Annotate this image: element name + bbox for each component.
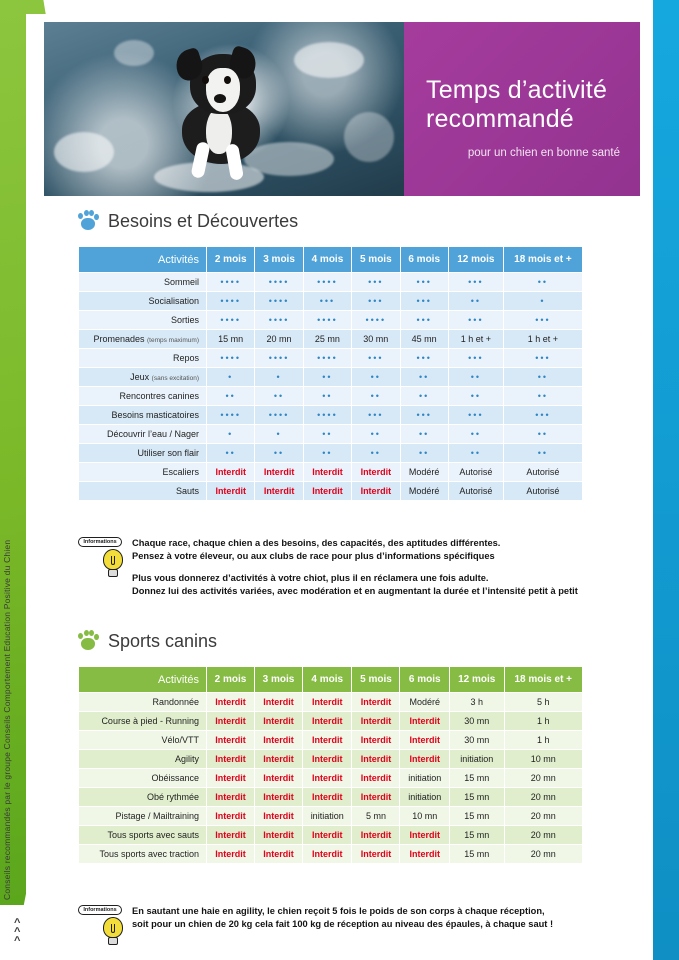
column-header-age: 5 mois	[352, 247, 400, 273]
row-label: Randonnée	[79, 693, 207, 712]
table-cell: Interdit	[255, 482, 303, 501]
table-cell: 1 h et +	[503, 330, 582, 349]
info-note-sports	[78, 905, 598, 932]
table-cell: ••	[207, 387, 255, 406]
table-cell: 20 mn	[504, 826, 582, 845]
table-cell: Interdit	[302, 731, 352, 750]
column-header-age: 3 mois	[255, 247, 303, 273]
table-row	[79, 826, 583, 845]
table-cell: •	[207, 425, 255, 444]
table-cell: ••	[503, 444, 582, 463]
header-title-line1: Temps d’activité	[426, 75, 608, 104]
column-header-age: 12 mois	[450, 667, 505, 693]
table-cell: Autorisé	[448, 482, 503, 501]
table-row	[79, 750, 583, 769]
table-cell: Interdit	[254, 769, 302, 788]
header	[44, 22, 640, 196]
table-cell: Interdit	[352, 826, 400, 845]
table-cell: Interdit	[254, 845, 302, 864]
paw-icon	[78, 630, 98, 652]
blue-decoration-bar	[653, 0, 679, 960]
table-cell: Interdit	[352, 482, 400, 501]
table-cell: ••	[448, 425, 503, 444]
table-cell: 3 h	[450, 693, 505, 712]
table-row	[79, 712, 583, 731]
table-cell: ••••	[255, 311, 303, 330]
row-label: Agility	[79, 750, 207, 769]
table-row	[79, 693, 583, 712]
table-cell: ••••	[303, 406, 351, 425]
column-header-age: 4 mois	[303, 247, 351, 273]
table-cell: Interdit	[352, 712, 400, 731]
table-cell: ••••	[207, 273, 255, 292]
table-cell: ••	[400, 444, 448, 463]
table-cell: •••	[448, 406, 503, 425]
table-row	[79, 444, 583, 463]
table-cell: 10 mn	[400, 807, 450, 826]
table-sports-body	[79, 693, 583, 864]
table-cell: Interdit	[352, 693, 400, 712]
row-label: Pistage / Mailtraining	[79, 807, 207, 826]
table-cell: 1 h	[504, 712, 582, 731]
table-cell: Interdit	[207, 769, 255, 788]
row-label: Sommeil	[79, 273, 207, 292]
header-title-panel	[404, 22, 640, 196]
table-cell: •••	[448, 349, 503, 368]
table-cell: 10 mn	[504, 750, 582, 769]
table-row	[79, 425, 583, 444]
row-label: Repos	[79, 349, 207, 368]
section-title: Sports canins	[108, 630, 218, 651]
column-header-age: 18 mois et +	[504, 667, 582, 693]
table-cell: ••	[400, 387, 448, 406]
table-cell: ••	[303, 387, 351, 406]
table-cell: 30 mn	[352, 330, 400, 349]
table-cell: ••	[352, 387, 400, 406]
table-cell: Interdit	[207, 482, 255, 501]
table-cell: Interdit	[352, 788, 400, 807]
row-label: Escaliers	[79, 463, 207, 482]
table-cell: •••	[400, 406, 448, 425]
table-cell: Interdit	[207, 826, 255, 845]
table-cell: Interdit	[302, 693, 352, 712]
table-cell: ••••	[352, 311, 400, 330]
table-cell: Interdit	[302, 712, 352, 731]
table-cell: 20 mn	[504, 807, 582, 826]
table-sports	[78, 666, 583, 864]
table-cell: Interdit	[255, 463, 303, 482]
table-cell: Modéré	[400, 482, 448, 501]
table-cell: initiation	[400, 788, 450, 807]
table-cell: ••••	[255, 292, 303, 311]
table-cell: ••••	[255, 273, 303, 292]
table-cell: ••••	[303, 273, 351, 292]
table-cell: 15 mn	[450, 788, 505, 807]
row-label: Jeux (sans excitation)	[79, 368, 207, 387]
table-row	[79, 273, 583, 292]
row-label: Besoins masticatoires	[79, 406, 207, 425]
table-cell: Interdit	[254, 807, 302, 826]
table-cell: Interdit	[400, 750, 450, 769]
table-cell: Autorisé	[503, 482, 582, 501]
table-cell: ••	[448, 444, 503, 463]
table-cell: ••	[303, 368, 351, 387]
table-cell: Interdit	[303, 482, 351, 501]
table-cell: •••	[352, 406, 400, 425]
table-cell: 20 mn	[504, 845, 582, 864]
table-cell: ••••	[255, 406, 303, 425]
table-row	[79, 311, 583, 330]
table-cell: 1 h et +	[448, 330, 503, 349]
table-cell: Interdit	[352, 750, 400, 769]
table-cell: •••	[400, 273, 448, 292]
table-row	[79, 387, 583, 406]
table-cell: ••	[503, 368, 582, 387]
table-cell: •••	[352, 292, 400, 311]
header-photo	[44, 22, 404, 196]
info-note-text	[132, 537, 578, 599]
row-label: Tous sports avec traction	[79, 845, 207, 864]
info-paragraph: Chaque race, chaque chien a des besoins, des capacités, des aptitudes différentes. Pensez à votre éleveur, ou aux clubs de race pour plus d’informations spécifiques	[132, 538, 501, 562]
table-cell: 25 mn	[303, 330, 351, 349]
row-label: Découvrir l’eau / Nager	[79, 425, 207, 444]
column-header-activities: Activités	[79, 247, 207, 273]
table-cell: ••	[448, 368, 503, 387]
info-note-besoins	[78, 537, 598, 599]
table-row	[79, 807, 583, 826]
chevron-up-icon: ^ ^ ^	[14, 917, 21, 947]
table-cell: Interdit	[207, 807, 255, 826]
table-row	[79, 330, 583, 349]
column-header-age: 5 mois	[352, 667, 400, 693]
table-cell: ••••	[303, 349, 351, 368]
info-paragraph: En sautant une haie en agility, le chien reçoit 5 fois le poids de son corps à chaque réception, soit pour un chien de 20 kg cela fait 100 kg de réception au niveau des épaules, à chaque saut !	[132, 906, 554, 930]
table-cell: ••••	[303, 311, 351, 330]
table-cell: Interdit	[400, 712, 450, 731]
table-row	[79, 349, 583, 368]
row-label: Tous sports avec sauts	[79, 826, 207, 845]
table-cell: ••	[352, 368, 400, 387]
table-cell: 30 mn	[450, 731, 505, 750]
header-title-line2: recommandé	[426, 105, 574, 133]
row-label: Rencontres canines	[79, 387, 207, 406]
row-label: Sauts	[79, 482, 207, 501]
table-cell: Interdit	[302, 845, 352, 864]
table-cell: 15 mn	[450, 845, 505, 864]
table-cell: Interdit	[400, 731, 450, 750]
section-title: Besoins et Découvertes	[108, 210, 299, 231]
table-cell: ••	[448, 387, 503, 406]
table-cell: ••	[503, 273, 582, 292]
table-cell: •••	[400, 349, 448, 368]
table-besoins	[78, 246, 583, 501]
table-cell: Interdit	[352, 769, 400, 788]
table-cell: •	[255, 425, 303, 444]
info-badge-label: Informations	[78, 537, 122, 547]
table-cell: •••	[352, 273, 400, 292]
table-cell: Interdit	[254, 750, 302, 769]
side-credit-text: Conseils recommandés par le groupe Conseils Comportement Education Positive du Chien	[2, 539, 12, 900]
table-cell: Interdit	[207, 463, 255, 482]
table-cell: 20 mn	[504, 769, 582, 788]
table-row	[79, 769, 583, 788]
column-header-age: 4 mois	[302, 667, 352, 693]
column-header-age: 6 mois	[400, 667, 450, 693]
table-row	[79, 845, 583, 864]
table-cell: Interdit	[352, 845, 400, 864]
table-row	[79, 731, 583, 750]
table-cell: ••	[255, 444, 303, 463]
table-cell: ••	[352, 444, 400, 463]
section-heading-besoins	[78, 210, 298, 232]
column-header-age: 18 mois et +	[503, 247, 582, 273]
row-label: Utiliser son flair	[79, 444, 207, 463]
row-label: Socialisation	[79, 292, 207, 311]
column-header-age: 3 mois	[254, 667, 302, 693]
table-cell: •••	[400, 311, 448, 330]
table-cell: •••	[448, 273, 503, 292]
table-cell: Interdit	[352, 463, 400, 482]
table-cell: ••	[448, 292, 503, 311]
table-cell: Interdit	[207, 788, 255, 807]
table-cell: 15 mn	[207, 330, 255, 349]
table-cell: ••••	[207, 311, 255, 330]
table-row	[79, 406, 583, 425]
table-row	[79, 292, 583, 311]
table-cell: ••	[303, 444, 351, 463]
table-cell: ••	[503, 387, 582, 406]
table-cell: •••	[352, 349, 400, 368]
table-cell: Interdit	[400, 826, 450, 845]
table-cell: Interdit	[254, 731, 302, 750]
section-heading-sports	[78, 630, 217, 652]
table-cell: •	[255, 368, 303, 387]
table-cell: ••••	[207, 349, 255, 368]
table-cell: •••	[503, 406, 582, 425]
table-cell: 15 mn	[450, 807, 505, 826]
table-cell: 5 h	[504, 693, 582, 712]
table-cell: Autorisé	[503, 463, 582, 482]
info-paragraph: Plus vous donnerez d’activités à votre chiot, plus il en réclamera une fois adulte. Donnez lui des activités variées, avec modération et en augmentant la durée et l’intensité petit à petit	[132, 572, 578, 597]
column-header-activities: Activités	[79, 667, 207, 693]
header-subtitle: pour un chien en bonne santé	[467, 146, 620, 159]
table-cell: 20 mn	[255, 330, 303, 349]
table-cell: ••••	[255, 349, 303, 368]
table-cell: Modéré	[400, 463, 448, 482]
table-cell: 20 mn	[504, 788, 582, 807]
column-header-age: 2 mois	[207, 247, 255, 273]
table-cell: Interdit	[352, 731, 400, 750]
info-note-text	[132, 905, 553, 932]
table-cell: ••••	[207, 292, 255, 311]
table-cell: ••••	[207, 406, 255, 425]
column-header-age: 6 mois	[400, 247, 448, 273]
table-cell: Interdit	[302, 750, 352, 769]
table-sports-header	[79, 667, 583, 693]
table-cell: Interdit	[207, 693, 255, 712]
table-cell: •••	[400, 292, 448, 311]
row-label: Course à pied - Running	[79, 712, 207, 731]
table-cell: Modéré	[400, 693, 450, 712]
table-cell: ••	[400, 425, 448, 444]
dog-illustration	[172, 46, 276, 166]
table-cell: 15 mn	[450, 826, 505, 845]
table-cell: ••	[352, 425, 400, 444]
table-row	[79, 463, 583, 482]
table-cell: •••	[448, 311, 503, 330]
row-label: Promenades (temps maximum)	[79, 330, 207, 349]
table-cell: Interdit	[207, 731, 255, 750]
table-cell: initiation	[400, 769, 450, 788]
table-cell: •	[207, 368, 255, 387]
row-label: Sorties	[79, 311, 207, 330]
table-cell: 45 mn	[400, 330, 448, 349]
row-label: Obé rythmée	[79, 788, 207, 807]
table-cell: Interdit	[207, 750, 255, 769]
table-cell: ••	[255, 387, 303, 406]
table-cell: Interdit	[254, 788, 302, 807]
table-cell: •••	[503, 311, 582, 330]
table-cell: Interdit	[303, 463, 351, 482]
table-cell: initiation	[302, 807, 352, 826]
table-cell: 15 mn	[450, 769, 505, 788]
table-cell: initiation	[450, 750, 505, 769]
table-row	[79, 788, 583, 807]
table-cell: Interdit	[254, 712, 302, 731]
table-cell: 30 mn	[450, 712, 505, 731]
info-badge	[78, 537, 122, 549]
column-header-age: 2 mois	[207, 667, 255, 693]
table-row	[79, 368, 583, 387]
column-header-age: 12 mois	[448, 247, 503, 273]
table-cell: Interdit	[207, 712, 255, 731]
table-cell: Interdit	[400, 845, 450, 864]
table-cell: •	[503, 292, 582, 311]
table-cell: ••	[303, 425, 351, 444]
row-label: Vélo/VTT	[79, 731, 207, 750]
table-cell: Autorisé	[448, 463, 503, 482]
table-cell: Interdit	[302, 826, 352, 845]
row-label: Obéissance	[79, 769, 207, 788]
table-cell: 5 mn	[352, 807, 400, 826]
table-cell: Interdit	[207, 845, 255, 864]
table-cell: ••	[503, 425, 582, 444]
table-cell: Interdit	[302, 769, 352, 788]
table-cell: ••	[207, 444, 255, 463]
table-cell: 1 h	[504, 731, 582, 750]
table-cell: Interdit	[302, 788, 352, 807]
info-badge	[78, 905, 122, 917]
table-besoins-body	[79, 273, 583, 501]
table-besoins-header	[79, 247, 583, 273]
table-cell: •••	[303, 292, 351, 311]
paw-icon	[78, 210, 98, 232]
table-cell: Interdit	[254, 693, 302, 712]
info-badge-label: Informations	[78, 905, 122, 915]
table-cell: •••	[503, 349, 582, 368]
table-cell: ••	[400, 368, 448, 387]
table-cell: Interdit	[254, 826, 302, 845]
table-row	[79, 482, 583, 501]
